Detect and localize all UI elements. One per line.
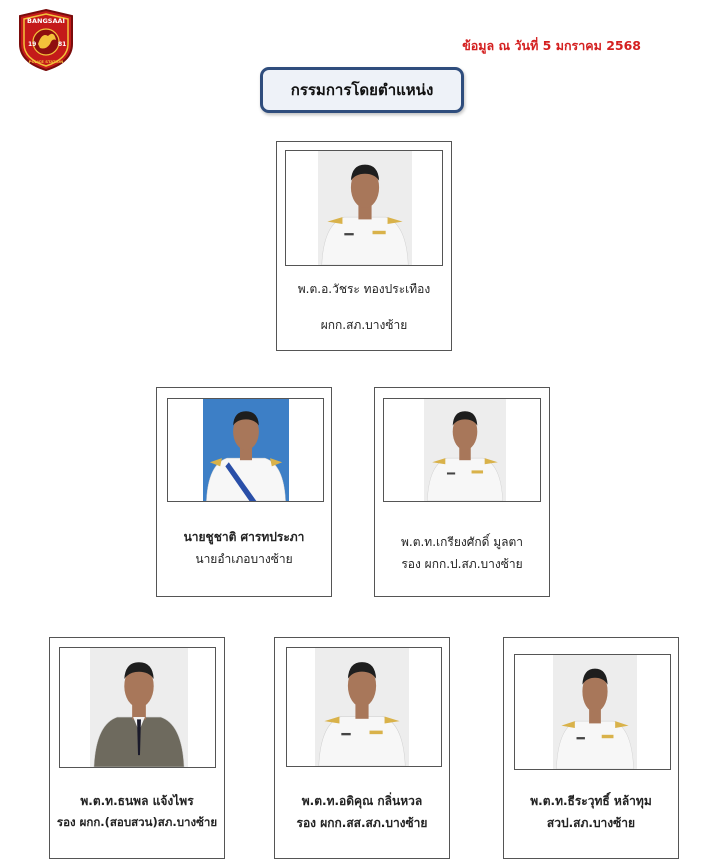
member-photo bbox=[553, 655, 637, 769]
member-position: รอง ผกก.ป.สภ.บางซ้าย bbox=[401, 557, 523, 571]
member-position: รอง ผกก.(สอบสวน)สภ.บางซ้าย bbox=[56, 815, 218, 829]
member-name: นายชูชาติ ศารทประภา bbox=[183, 530, 305, 544]
photo-frame bbox=[59, 647, 216, 768]
member-card bbox=[503, 637, 679, 859]
member-photo bbox=[90, 648, 188, 767]
member-position: ผกก.สภ.บางซ้าย bbox=[320, 318, 408, 332]
member-photo bbox=[203, 399, 289, 501]
member-position: รอง ผกก.สส.สภ.บางซ้าย bbox=[296, 816, 428, 830]
member-photo bbox=[315, 648, 409, 766]
member-name: พ.ต.ท.ธนพล แจ้งไพร bbox=[80, 794, 194, 808]
member-position: นายอำเภอบางซ้าย bbox=[195, 552, 293, 566]
page-title: กรรมการโดยตำแหน่ง bbox=[260, 67, 464, 113]
police-station-logo bbox=[16, 8, 76, 72]
member-card bbox=[276, 141, 452, 351]
member-position: สวป.สภ.บางซ้าย bbox=[546, 816, 636, 830]
member-card bbox=[156, 387, 332, 597]
member-name: พ.ต.ท.อดิคุณ กลิ่นหวล bbox=[301, 794, 423, 808]
photo-frame bbox=[383, 398, 541, 502]
member-card bbox=[274, 637, 450, 859]
photo-frame bbox=[285, 150, 443, 266]
svg-text:19: 19 bbox=[28, 41, 37, 48]
member-card bbox=[374, 387, 550, 597]
member-name: พ.ต.ท.ธีระวุทธิ์ หล้าทุม bbox=[530, 794, 652, 808]
member-name: พ.ต.อ.วัชระ ทองประเทือง bbox=[297, 282, 431, 296]
svg-text:81: 81 bbox=[58, 41, 67, 48]
photo-frame bbox=[167, 398, 324, 502]
member-card bbox=[49, 637, 225, 859]
photo-frame bbox=[514, 654, 671, 770]
data-date: ข้อมูล ณ วันที่ 5 มกราคม 2568 bbox=[462, 38, 641, 53]
member-photo bbox=[318, 151, 412, 265]
photo-frame bbox=[286, 647, 442, 767]
member-photo bbox=[424, 399, 506, 501]
svg-text:BANGSAAI: BANGSAAI bbox=[27, 17, 65, 25]
svg-text:POLICE STATION: POLICE STATION bbox=[28, 59, 64, 64]
member-name: พ.ต.ท.เกรียงศักดิ์ มูลตา bbox=[400, 535, 524, 549]
